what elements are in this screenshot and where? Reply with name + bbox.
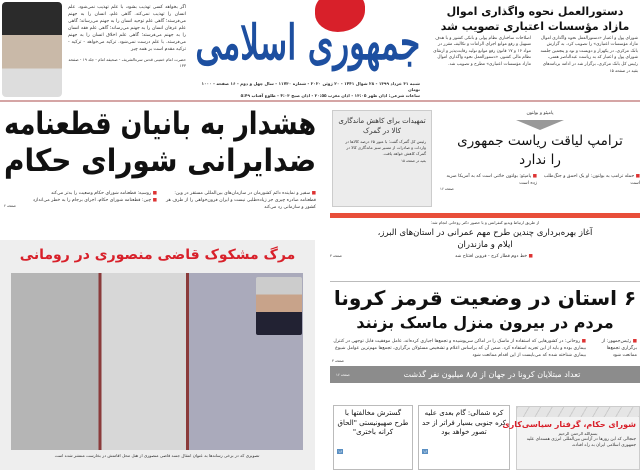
customs-title[interactable]: تمهیدات برای کاهش ماندگاری کالا در گمرک bbox=[338, 117, 426, 135]
editorial-box bbox=[502, 406, 640, 470]
photo-caption: تصویری که در برخی رسانه‌ها به عنوان انتقال جسد قاضی منصوری از هتل محل اقامتش در بخارست منتشر شده است bbox=[54, 453, 260, 458]
red-divider bbox=[330, 213, 640, 218]
korea-title[interactable]: کره شمالی: گام بعدی علیه کره جنوبی بسیار فراتر از حد تصور خواهد بود bbox=[422, 409, 506, 436]
quote-text: اگر بخواهد کسی تهذیب بشود، با علم تهذیب نمی‌شود. علم انسان را تهذیب نمی‌کند. گاهی علم، انسان را به جهنم می‌فرستد؛ گاهی علم توحید انسان را به جهنم می‌رساند؛ گاهی علم عرفان انسان را به جهنم می‌رساند؛ گاهی علم فقه انسان را به جهنم می‌فرستد؛ گاهی علم اخلاق انسان را به جهنم می‌فرستد. با علم درست نمی‌شود. تزکیه می‌خواهد - تزکیه - تزکیه مقدم است بر همه چیز bbox=[68, 5, 186, 52]
trump-headline[interactable]: ترامپ لیاقت ریاست جمهوری را ندارد bbox=[457, 133, 623, 168]
editorial-banner bbox=[517, 407, 639, 417]
page-badge: ۱۶ bbox=[338, 448, 343, 454]
corona-stats-text[interactable]: تعداد مبتلایان کرونا در جهان از ۸٫۵ میلیون نفر گذشت bbox=[403, 370, 581, 379]
alborz-headline[interactable]: آغاز بهره‌برداری چندین طرح مهم عمرانی در استان‌های البرز، ایلام و مازندران bbox=[377, 228, 593, 250]
divider bbox=[330, 281, 640, 282]
corona-stats-bar bbox=[330, 366, 640, 383]
top-article-title: دستورالعمل نحوه واگذاری اموال مازاد مؤسسات اعتباری تصویب شد bbox=[440, 5, 630, 33]
korea-box bbox=[418, 405, 510, 470]
top-article-body: شورای پول و اعتبار «دستورالعمل نحوه واگذاری اموال مازاد مؤسسات اعتباری» را تصویب کرد. به گزارش بانک مرکزی، در یکهزار و دویست و نود و پنجمین جلسه شورای پول و اعتبار که به ریاست عبدالناصر همتی، رئیس کل بانک مرکزی، برگزار شد در ادامه برنامه‌های اصلاحات ساختاری نظام پولی و بانکی کشور و با هدف تسهیل و رفع موانع اجرای الزامات و تکالیف مقرر در مواد ۱۶ و ۱۷ قانون رفع موانع تولید رقابت‌پذیر و ارتقای نظام مالی کشور، «دستورالعمل نحوه واگذاری اموال مازاد مؤسسات اعتباری» مطرح و تصویب شد. bbox=[433, 36, 638, 67]
lead-headline: هشدار به بانیان قطعنامه ضدایرانی شورای حکام bbox=[3, 106, 317, 179]
alborz-bullet: ■ خط دوم قطار کرج - قزوین افتتاح شد bbox=[348, 253, 640, 260]
trump-kicker: پامپئو و بولتون bbox=[526, 111, 554, 116]
arrow-down-icon bbox=[516, 120, 564, 130]
lead-block bbox=[4, 106, 316, 238]
editorial-body: جنجالی که این روزها در آژانس بین‌المللی انرژی هسته‌ای علیه جمهوری اسلامی ایران به راه افتاده، bbox=[526, 437, 636, 449]
page-ref[interactable]: صفحه ۲ bbox=[4, 204, 16, 208]
imam-photo bbox=[2, 2, 62, 97]
customs-body: رئیس کل گمرک گفت: با عبور ۶۵ درصد کالاها در واردات و صادرات از مسیر سبز ماندگاری کالا در گمرک کاهش خواهد یافت. bbox=[345, 139, 426, 156]
masthead-center bbox=[195, 5, 420, 99]
photo-story-box bbox=[0, 240, 315, 470]
trump-bullet: ■ پامپئو: بولتون خائنی است که به آمریکا ضربه زده است bbox=[440, 173, 537, 187]
newspaper-logo-line bbox=[195, 5, 420, 81]
zion-title[interactable]: گسترش مخالفتها با طرح صهیونیستی "الحاق کرانه باختری" bbox=[337, 409, 409, 436]
corona-headline[interactable]: ۶ استان در وضعیت قرمز کرونا مردم در بیرون منزل ماسک بزنند bbox=[333, 286, 637, 332]
alborz-kicker: از طریق ارتباط ویدیو کنفرانس و با حضور دکتر روحانی انجام شد: bbox=[430, 220, 540, 225]
editorial-title[interactable]: شورای حکام، گرفتار سیاسی‌کاری bbox=[502, 420, 636, 429]
lead-bullet: ■ سفیر و نماینده دائم کشورمان در سازمان‌های بین‌المللی مستقر در وین: قطعنامه صادره چیزی جز زیاده‌طلبی نیست و ایران فزون‌خواهی را از طرف هر کشور و سازمانی رد می‌کند bbox=[163, 190, 316, 211]
page-badge: ۱۶ bbox=[423, 448, 428, 454]
top-article bbox=[432, 4, 638, 74]
zion-box bbox=[333, 405, 413, 470]
editorial-basmala: بسم‌الله الرحمن الرحیم bbox=[558, 431, 598, 436]
date-line: شنبه ۳۱ خرداد ۱۳۹۹ - ۲۸ شوال ۱۴۴۱ - ۲۰ ژوئن ۲۰۲۰ - شماره ۱۱۷۳۰ - سال چهل و دوم - ۱۶ صفحه - ۱۰۰۰ تومان bbox=[201, 81, 420, 92]
quote-block bbox=[68, 4, 186, 69]
newspaper-logo: جمهوری اسلامی bbox=[195, 15, 420, 71]
corona-block bbox=[330, 285, 640, 383]
alborz-block bbox=[330, 220, 640, 260]
top-article-more[interactable]: بقیه در صفحه ۱۵ bbox=[609, 68, 638, 74]
page-ref[interactable]: صفحه ۳ bbox=[332, 359, 344, 363]
customs-box bbox=[332, 110, 432, 207]
trump-bullet: ■ حمله ترامپ به بولتون: او یک احمق و جنگ‌طلب است bbox=[543, 173, 640, 187]
page-ref[interactable]: صفحه ۳ bbox=[330, 254, 342, 258]
corona-bullet: ■ رئیس‌جمهور: از برگزاری تجمع‌ها ممانعت شود bbox=[592, 338, 637, 359]
photo-story-title[interactable]: مرگ مشکوک قاضی منصوری در رومانی bbox=[19, 247, 296, 263]
masthead-divider bbox=[0, 100, 640, 102]
lead-bullets bbox=[4, 190, 316, 211]
prayer-times: ساعات شرعی: اذان ظهر ۱۳:۰۵ - اذان مغرب ۲۰:۵۵ - اذان صبح ۴:۰۳ - طلوع آفتاب ۵:۴۹ bbox=[240, 93, 420, 98]
lead-bullet: ■ روسیه: قطعنامه شورای حکام وضعیت را بدتر می‌کند bbox=[4, 190, 157, 197]
page-ref[interactable]: صفحه ۱۶ bbox=[336, 372, 350, 377]
judge-portrait bbox=[256, 277, 302, 335]
page-ref[interactable]: صفحه ۱۶ bbox=[440, 187, 454, 191]
quote-source: حضرت امام خمینی قدس سره‌الشریف - صحیفه امام - جلد ۱۹ - صفحه ۱۳۳ bbox=[68, 57, 186, 68]
customs-more[interactable]: بقیه در صفحه ۱۵ bbox=[401, 159, 426, 163]
corona-bullet: ■ روحانی: در کشورهایی که استفاده از ماسک را در اماکن سرپوشیده و تجمع‌ها اجباری کرده‌اند، عامل موفقیت قابل توجهی در کنترل بیماری بوده و باید از این تجربه استفاده کرد. ضمن آن که براساس اعلام و تشخیص مسئولان برگزاری، تجمع‌ها مهم‌ترین عوامل شیوع بیماری شناخته شده که می‌بایست از این اقدام ممانعت شود bbox=[333, 338, 586, 359]
lead-bullet: ■ چین: قطعنامه شورای حکام، اجرای برجام را به خطر می‌اندازد bbox=[4, 197, 157, 204]
trump-block bbox=[440, 110, 640, 192]
